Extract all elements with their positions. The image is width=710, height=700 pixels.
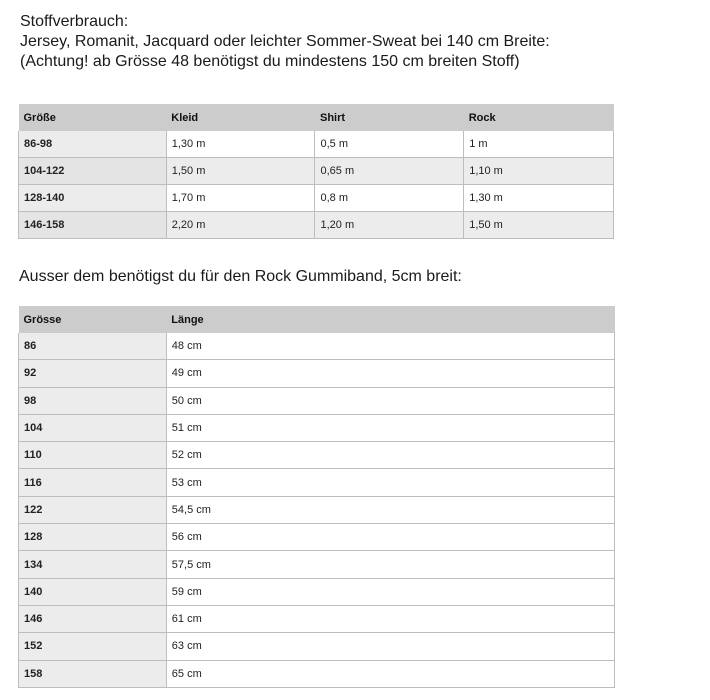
table-row — [19, 551, 615, 578]
cell-shirt: 0,8 m — [315, 185, 464, 212]
cell-length: 56 cm — [166, 524, 614, 551]
cell-size: 110 — [19, 442, 167, 469]
cell-shirt: 0,5 m — [315, 131, 464, 158]
cell-length: 49 cm — [166, 360, 614, 387]
cell-length: 53 cm — [166, 469, 614, 496]
table-row — [19, 633, 615, 660]
table-row — [19, 414, 615, 441]
table-row — [19, 524, 615, 551]
table-row — [19, 578, 615, 605]
cell-size: 86 — [19, 333, 167, 360]
cell-length: 57,5 cm — [166, 551, 614, 578]
cell-size: 134 — [19, 551, 167, 578]
cell-size: 128 — [19, 524, 167, 551]
cell-size: 86-98 — [19, 131, 167, 158]
cell-length: 61 cm — [166, 605, 614, 632]
cell-size: 122 — [19, 496, 167, 523]
table-row — [19, 185, 614, 212]
table-row — [19, 605, 615, 632]
table-row — [19, 442, 615, 469]
cell-size: 146 — [19, 605, 167, 632]
table-row — [19, 212, 614, 239]
cell-shirt: 0,65 m — [315, 158, 464, 185]
cell-length: 59 cm — [166, 578, 614, 605]
intro-text — [20, 12, 550, 72]
cell-size: 92 — [19, 360, 167, 387]
header-skirt: Rock — [464, 104, 614, 131]
cell-size: 158 — [19, 660, 167, 687]
table-header-row — [19, 306, 615, 333]
cell-skirt: 1,10 m — [464, 158, 614, 185]
header-dress: Kleid — [166, 104, 315, 131]
cell-size: 98 — [19, 387, 167, 414]
elastic-length-table — [18, 306, 615, 688]
cell-size: 116 — [19, 469, 167, 496]
cell-length: 51 cm — [166, 414, 614, 441]
table-row — [19, 158, 614, 185]
cell-size: 104 — [19, 414, 167, 441]
header-length: Länge — [166, 306, 614, 333]
cell-dress: 1,70 m — [166, 185, 315, 212]
header-size: Grösse — [19, 306, 167, 333]
header-size: Größe — [19, 104, 167, 131]
cell-dress: 1,50 m — [166, 158, 315, 185]
cell-skirt: 1 m — [464, 131, 614, 158]
cell-size: 128-140 — [19, 185, 167, 212]
cell-length: 63 cm — [166, 633, 614, 660]
table-row — [19, 360, 615, 387]
cell-dress: 1,30 m — [166, 131, 315, 158]
intro-heading: Stoffverbrauch: — [20, 13, 129, 30]
header-shirt: Shirt — [315, 104, 464, 131]
table-row — [19, 496, 615, 523]
cell-shirt: 1,20 m — [315, 212, 464, 239]
cell-skirt: 1,30 m — [464, 185, 614, 212]
table-row — [19, 131, 614, 158]
table-row — [19, 660, 615, 687]
table-header-row — [19, 104, 614, 131]
cell-skirt: 1,50 m — [464, 212, 614, 239]
fabric-usage-table — [18, 104, 614, 239]
table-row — [19, 469, 615, 496]
cell-length: 48 cm — [166, 333, 614, 360]
table-row — [19, 387, 615, 414]
cell-length: 54,5 cm — [166, 496, 614, 523]
cell-length: 65 cm — [166, 660, 614, 687]
cell-size: 140 — [19, 578, 167, 605]
intro-warning-line: (Achtung! ab Grösse 48 benötigst du mindestens 150 cm breiten Stoff) — [20, 53, 520, 70]
cell-size: 152 — [19, 633, 167, 660]
table-row — [19, 333, 615, 360]
cell-length: 52 cm — [166, 442, 614, 469]
cell-size: 104-122 — [19, 158, 167, 185]
cell-length: 50 cm — [166, 387, 614, 414]
cell-dress: 2,20 m — [166, 212, 315, 239]
cell-size: 146-158 — [19, 212, 167, 239]
intro-fabric-line: Jersey, Romanit, Jacquard oder leichter Sommer-Sweat bei 140 cm Breite: — [20, 33, 550, 50]
elastic-note: Ausser dem benötigst du für den Rock Gummiband, 5cm breit: — [19, 268, 462, 285]
